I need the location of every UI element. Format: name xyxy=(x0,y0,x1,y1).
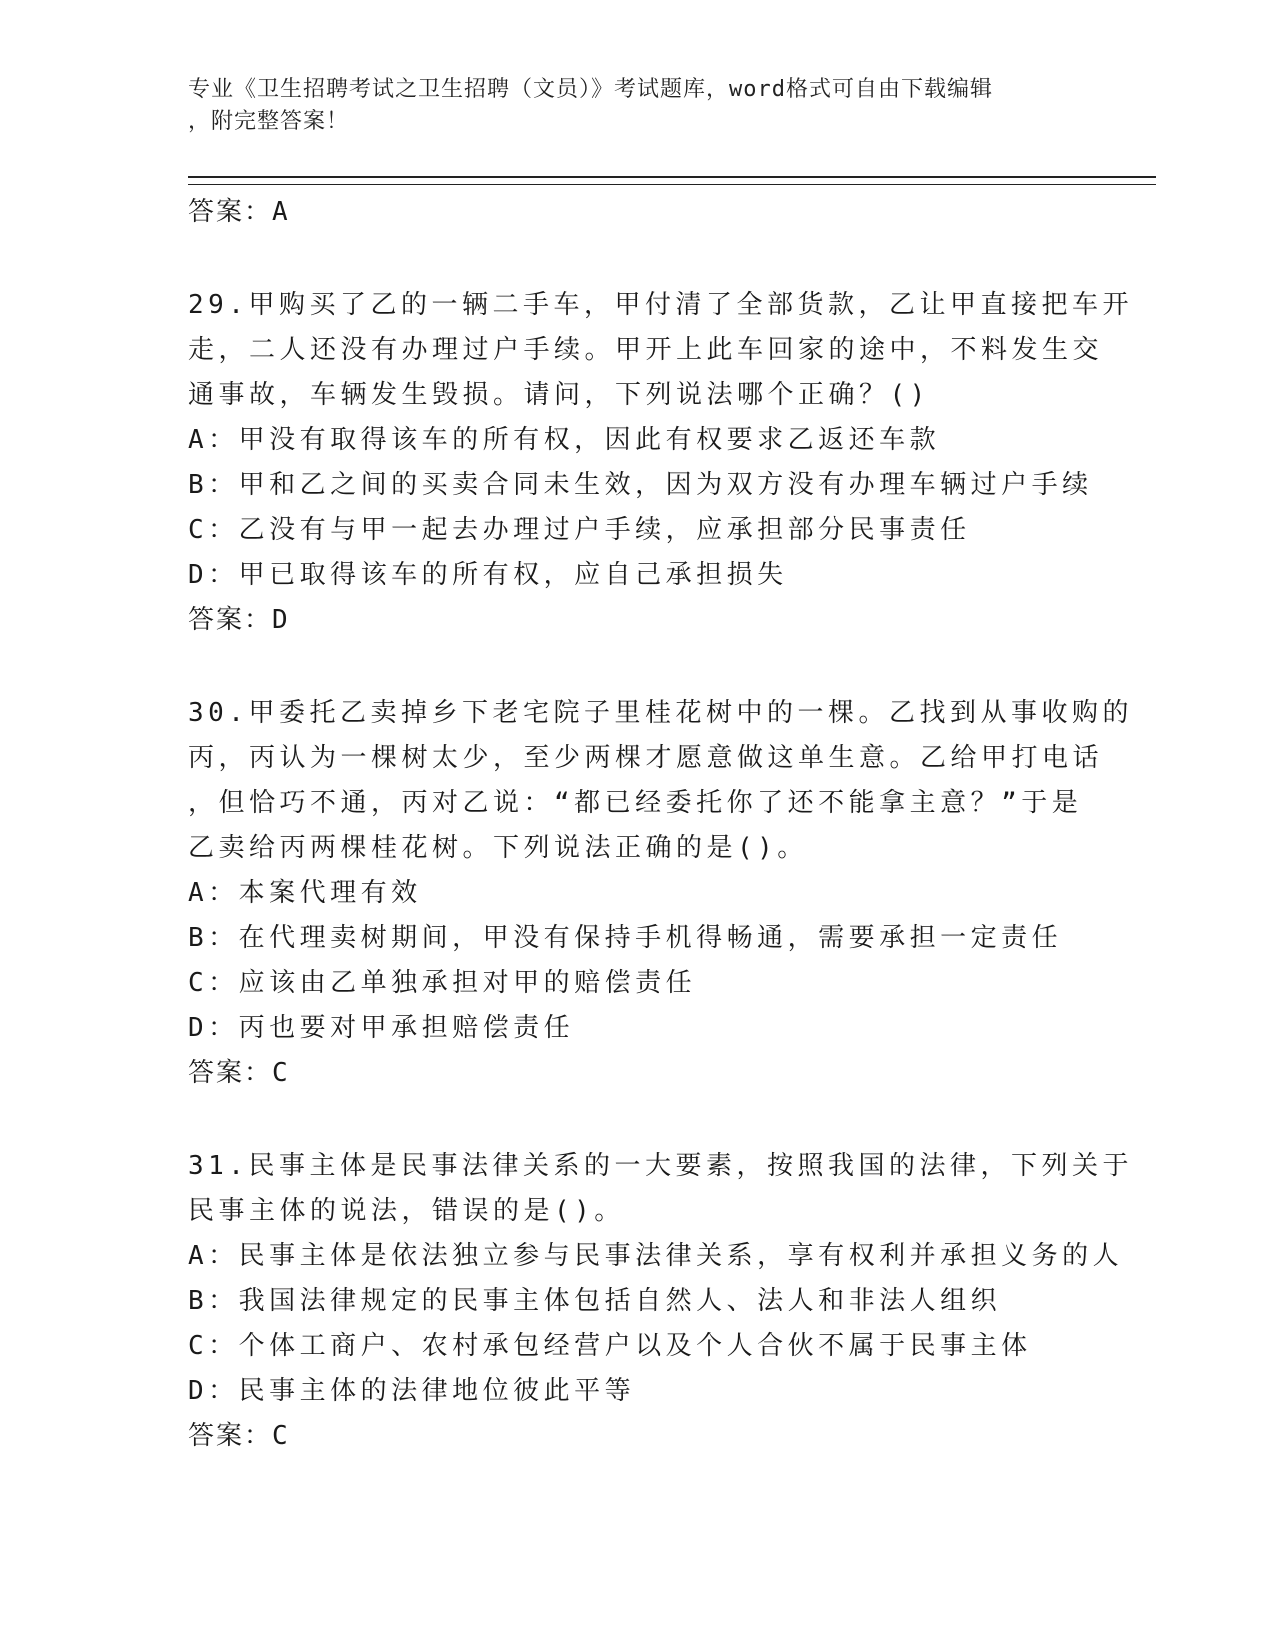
question-31 xyxy=(188,1144,1133,1459)
option-a: A：甲没有取得该车的所有权，因此有权要求乙返还车款 xyxy=(188,425,941,455)
option-a: A：民事主体是依法独立参与民事法律关系，享有权利并承担义务的人 xyxy=(188,1241,1124,1271)
question-stem-line: 31.民事主体是民事法律关系的一大要素，按照我国的法律，下列关于 xyxy=(188,1151,1133,1181)
header-line-2: ，附完整答案！ xyxy=(188,109,350,134)
option-c: C：应该由乙单独承担对甲的赔偿责任 xyxy=(188,968,697,998)
question-stem-line: ，但恰巧不通，丙对乙说：“都已经委托你了还不能拿主意？”于是 xyxy=(188,788,1083,818)
option-a: A：本案代理有效 xyxy=(188,878,422,908)
spacer xyxy=(188,1096,1088,1144)
question-stem-line: 29.甲购买了乙的一辆二手车，甲付清了全部货款，乙让甲直接把车开 xyxy=(188,290,1133,320)
question-stem-line: 丙，丙认为一棵树太少，至少两棵才愿意做这单生意。乙给甲打电话 xyxy=(188,743,1104,773)
question-stem-line: 通事故，车辆发生毁损。请问，下列说法哪个正确？() xyxy=(188,380,930,410)
option-c: C：乙没有与甲一起去办理过户手续，应承担部分民事责任 xyxy=(188,515,971,545)
question-30 xyxy=(188,691,1133,1096)
question-stem-line: 乙卖给丙两棵桂花树。下列说法正确的是()。 xyxy=(188,833,808,863)
page-header xyxy=(188,74,1088,138)
answer-line: 答案：C xyxy=(188,1058,290,1088)
option-d: D：民事主体的法律地位彼此平等 xyxy=(188,1376,636,1406)
option-d: D：丙也要对甲承担赔偿责任 xyxy=(188,1013,575,1043)
question-content xyxy=(188,190,1133,1459)
option-d: D：甲已取得该车的所有权，应自己承担损失 xyxy=(188,560,788,590)
question-stem-line: 30.甲委托乙卖掉乡下老宅院子里桂花树中的一棵。乙找到从事收购的 xyxy=(188,698,1133,728)
answer-line: 答案：C xyxy=(188,1421,290,1451)
option-b: B：我国法律规定的民事主体包括自然人、法人和非法人组织 xyxy=(188,1286,1002,1316)
question-stem-line: 走，二人还没有办理过户手续。甲开上此车回家的途中，不料发生交 xyxy=(188,335,1104,365)
option-b: B：甲和乙之间的买卖合同未生效，因为双方没有办理车辆过户手续 xyxy=(188,470,1093,500)
question-stem-line: 民事主体的说法，错误的是()。 xyxy=(188,1196,625,1226)
header-divider xyxy=(188,176,1156,185)
answer-line: 答案：A xyxy=(188,197,290,227)
spacer xyxy=(188,235,1088,283)
question-29 xyxy=(188,283,1133,643)
option-c: C：个体工商户、农村承包经营户以及个人合伙不属于民事主体 xyxy=(188,1331,1032,1361)
spacer xyxy=(188,643,1088,691)
header-line-1: 专业《卫生招聘考试之卫生招聘（文员）》考试题库，word格式可自由下载编辑 xyxy=(188,77,993,102)
option-b: B：在代理卖树期间，甲没有保持手机得畅通，需要承担一定责任 xyxy=(188,923,1063,953)
answer-line: 答案：D xyxy=(188,605,290,635)
